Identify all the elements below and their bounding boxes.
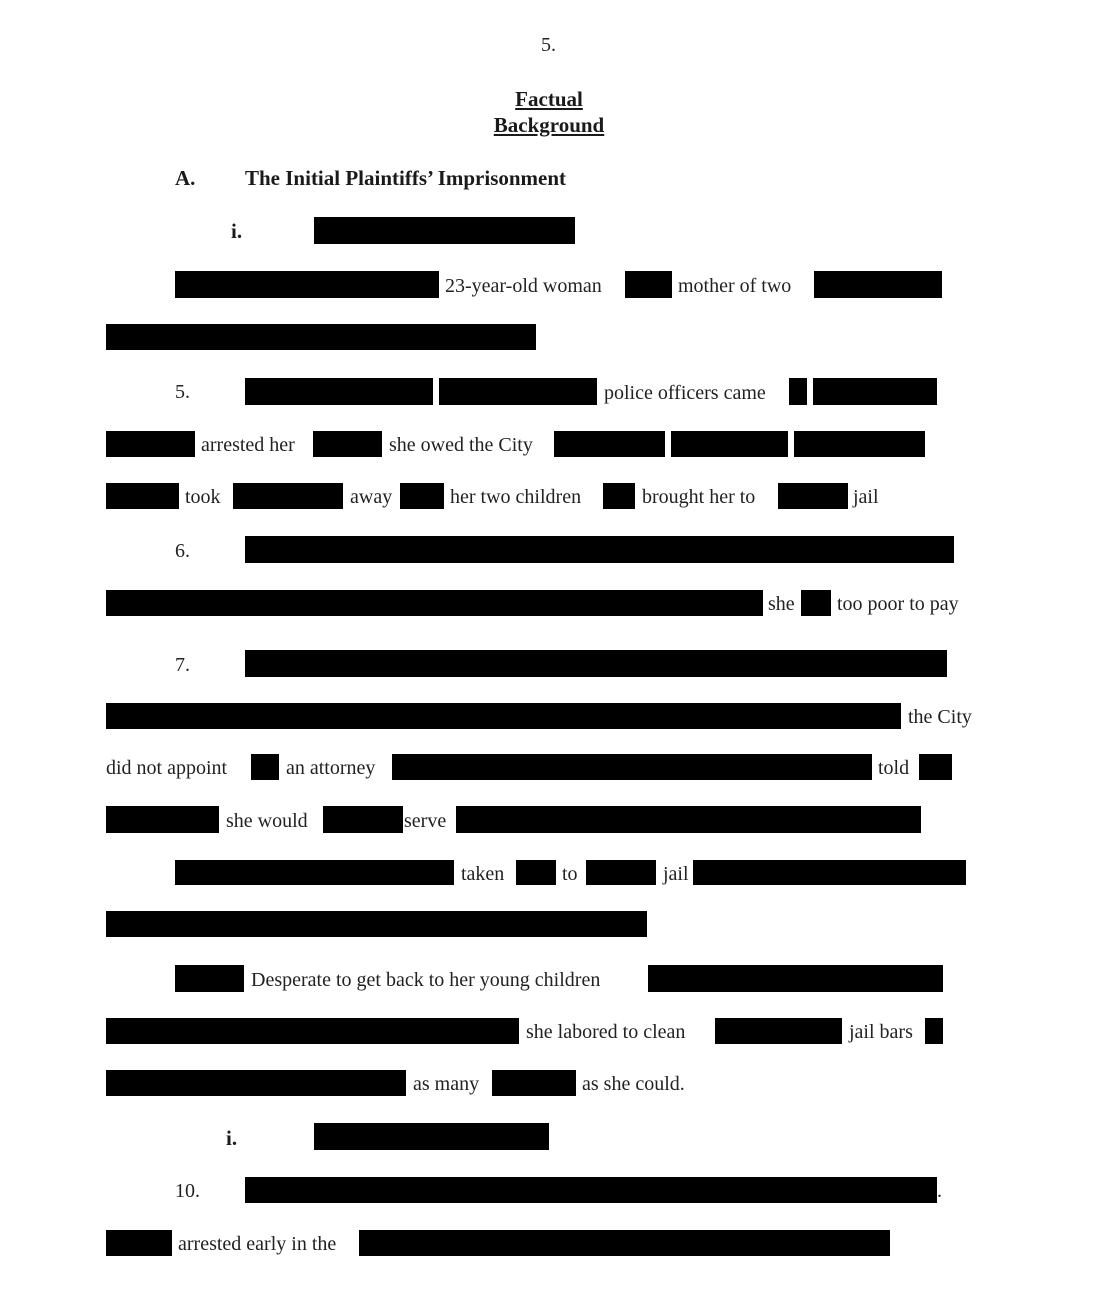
text-fragment: jail <box>853 486 879 508</box>
redaction-bar <box>175 271 439 298</box>
heading-line-1: Factual <box>515 87 583 111</box>
text-fragment: took <box>185 486 221 508</box>
redaction-bar <box>106 1230 172 1256</box>
redaction-bar <box>106 483 179 509</box>
text-fragment: 23-year-old woman <box>445 275 602 297</box>
redaction-bar <box>106 806 219 833</box>
text-fragment: police officers came <box>604 382 766 404</box>
redaction-bar <box>314 1123 549 1150</box>
text-fragment: her two children <box>450 486 582 508</box>
redaction-bar <box>175 860 454 885</box>
redaction-bar <box>245 378 433 405</box>
redaction-bar <box>456 806 921 833</box>
redaction-bar <box>245 650 947 677</box>
redaction-bar <box>671 431 788 457</box>
text-fragment: told <box>878 757 910 779</box>
text-fragment: as many <box>413 1073 480 1095</box>
redaction-bar <box>439 378 597 405</box>
redaction-bar <box>715 1018 842 1044</box>
redaction-bar <box>801 590 831 616</box>
redaction-bar <box>814 271 942 298</box>
text-fragment: Desperate to get back to her young children <box>251 969 601 991</box>
redaction-bar <box>392 754 872 780</box>
paragraph-number: 7. <box>175 654 190 676</box>
redaction-bar <box>314 217 575 244</box>
redaction-bar <box>106 324 536 350</box>
paragraph-number: 10. <box>175 1180 200 1202</box>
redaction-bar <box>516 860 556 885</box>
redaction-bar <box>925 1018 943 1044</box>
subsection-numeral: i. <box>226 1126 238 1150</box>
redaction-bar <box>778 483 848 509</box>
text-fragment: . <box>937 1180 942 1202</box>
redaction-bar <box>106 1018 519 1044</box>
redaction-bar <box>323 806 403 833</box>
redaction-bar <box>794 431 925 457</box>
redaction-bar <box>106 703 901 729</box>
text-fragment: taken <box>461 863 505 885</box>
text-fragment: away <box>350 486 393 508</box>
redaction-bar <box>106 431 195 457</box>
text-fragment: she would <box>226 810 308 832</box>
paragraph-number: 5. <box>175 381 190 403</box>
redaction-bar <box>106 1070 406 1096</box>
text-fragment: too poor to pay <box>837 593 959 615</box>
redaction-bar <box>245 536 954 563</box>
redaction-bar <box>400 483 444 509</box>
redaction-bar <box>813 378 937 405</box>
redaction-bar <box>919 754 952 780</box>
page-number: 5. <box>541 34 556 56</box>
redaction-bar <box>586 860 656 885</box>
redaction-bar <box>175 965 244 992</box>
text-fragment: mother of two <box>678 275 792 297</box>
redaction-bar <box>492 1070 576 1096</box>
redaction-bar <box>251 754 279 780</box>
text-fragment: she <box>768 593 795 615</box>
section-title: The Initial Plaintiffs’ Imprisonment <box>245 166 567 190</box>
text-fragment: jail <box>663 863 689 885</box>
redaction-bar <box>106 590 763 616</box>
redaction-bar <box>789 378 807 405</box>
text-fragment: serve <box>404 810 447 832</box>
paragraph-number: 6. <box>175 540 190 562</box>
text-fragment: as she could. <box>582 1073 685 1095</box>
redaction-bar <box>625 271 672 298</box>
text-fragment: she labored to clean <box>526 1021 686 1043</box>
redaction-bar <box>233 483 343 509</box>
text-fragment: arrested early in the <box>178 1233 337 1255</box>
text-fragment: arrested her <box>201 434 295 456</box>
text-fragment: the City <box>908 706 972 728</box>
redaction-bar <box>693 860 966 885</box>
redaction-bar <box>106 911 647 937</box>
text-fragment: jail bars <box>849 1021 913 1043</box>
text-fragment: brought her to <box>642 486 756 508</box>
section-letter: A. <box>175 166 196 190</box>
text-fragment: to <box>562 863 578 885</box>
heading-line-2: Background <box>493 113 605 137</box>
redaction-bar <box>359 1230 890 1256</box>
text-fragment: did not appoint <box>106 757 228 779</box>
redaction-bar <box>603 483 635 509</box>
redaction-bar <box>554 431 665 457</box>
text-fragment: she owed the City <box>389 434 533 456</box>
redaction-bar <box>313 431 382 457</box>
text-fragment: an attorney <box>286 757 376 779</box>
subsection-numeral: i. <box>231 219 243 243</box>
redaction-bar <box>245 1177 937 1203</box>
redaction-bar <box>648 965 943 992</box>
